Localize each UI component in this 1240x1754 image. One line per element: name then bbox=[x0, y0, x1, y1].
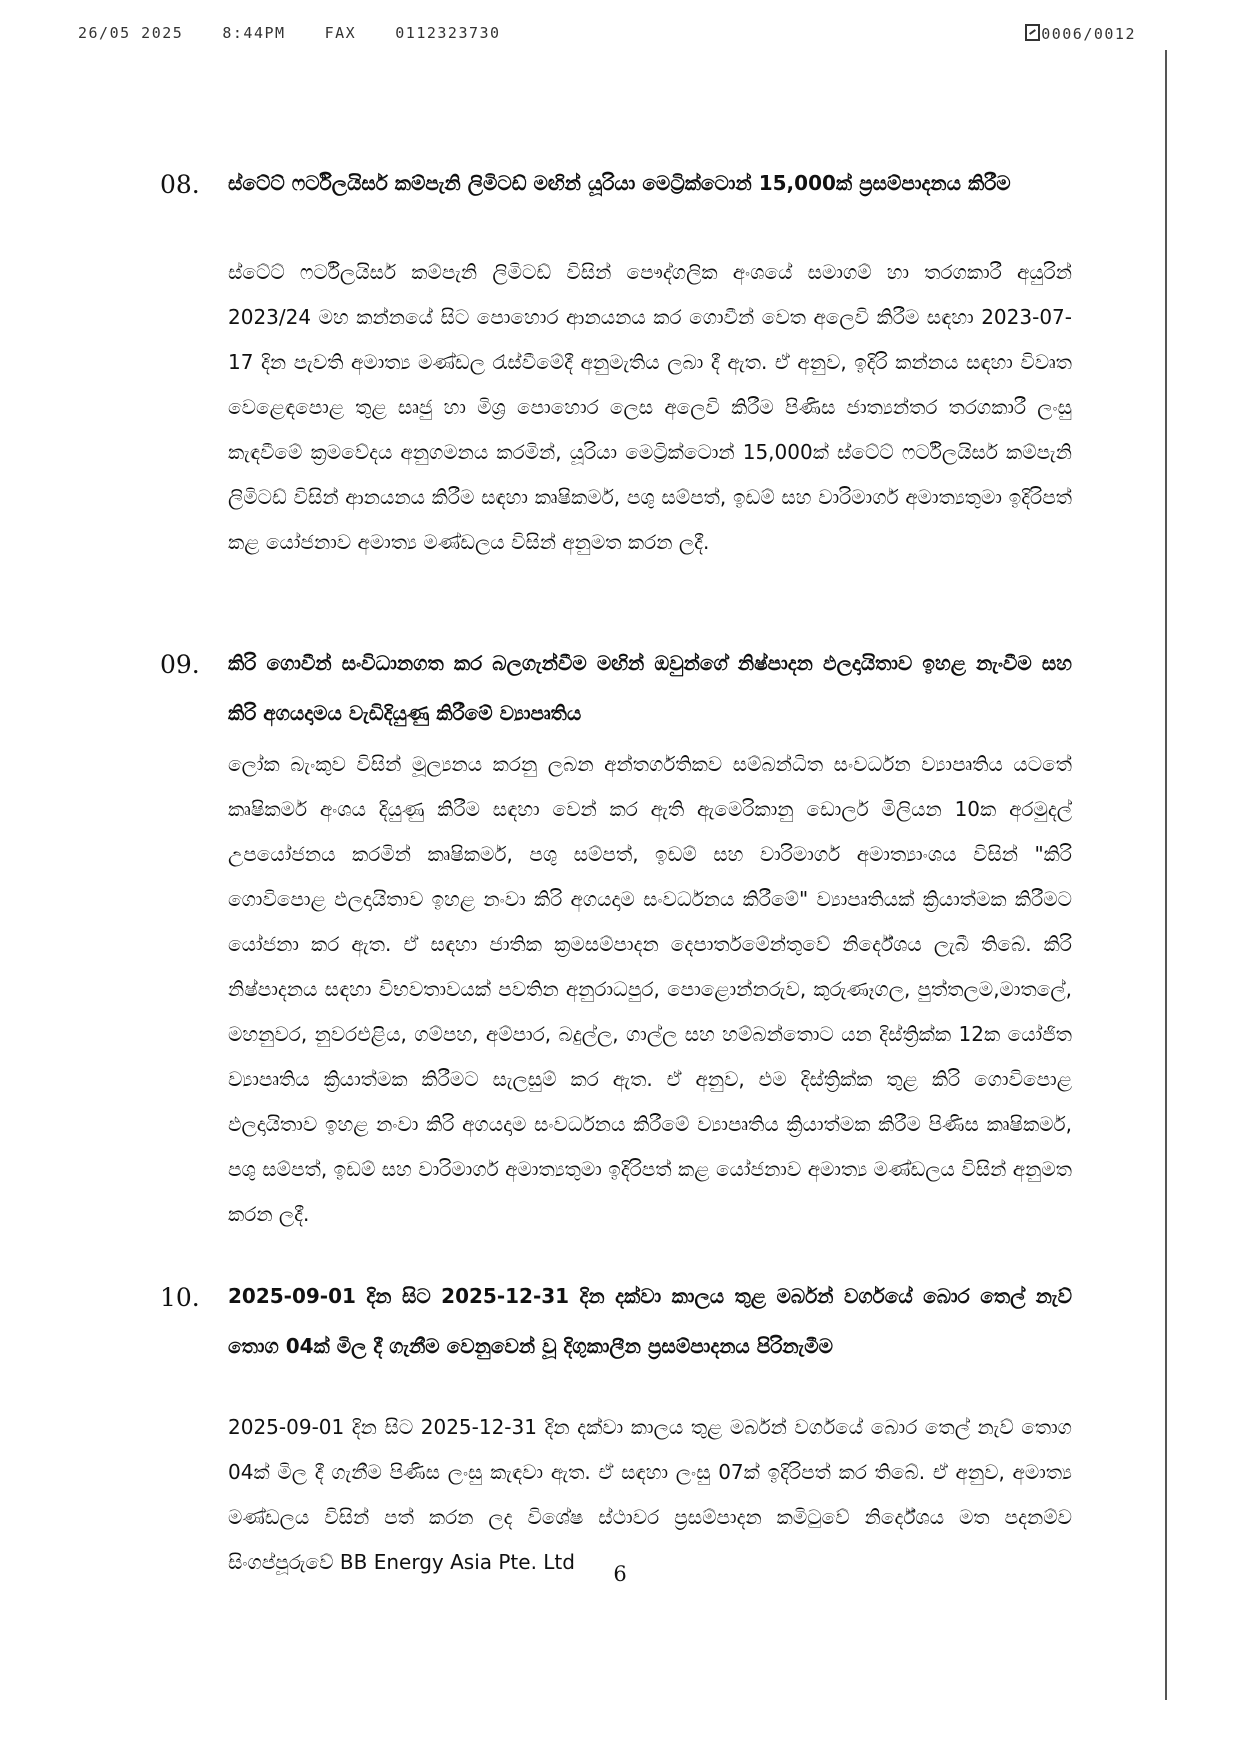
margin-rule bbox=[1165, 50, 1167, 1700]
section-number: 08. bbox=[160, 170, 200, 199]
fax-transmission-header bbox=[78, 24, 1136, 50]
section-body: ලෝක බැංකුව විසින් මූල්‍යනය කරනු ලබන අන්තර්ගතිකව සම්බන්ධිත සංවර්ධන ව්‍යාපෘතිය යටතේ කෘෂිකර්ම අංශය දියුණු කිරීම සඳහා වෙන් කර ඇති ඇමෙරිකානු ඩොලර් මිලියන 10ක අරමුදල් උපයෝජනය කරමින් කෘෂිකර්ම, පශු සම්පත්, ඉඩම් සහ වාරිමාර්ග අමාත්‍යාංශය විසින් "කිරි ගොවිපොළ ඵලදායිතාව ඉහළ නංවා කිරි අගයදාම සංවර්ධනය කිරීමේ" ව්‍යාපෘතියක් ක්‍රියාත්මක කිරීමට යෝජනා කර ඇත. ඒ සඳහා ජාතික ක්‍රමසම්පාදන දෙපාර්තමේන්තුවේ නිර්දේශය ලැබී තිබේ. කිරි නිෂ්පාදනය සඳහා විභවතාවයක් පවතින අනුරාධපුර, පොළොන්නරුව, කුරුණෑගල, පුත්තලම,මාතලේ, මහනුවර, නුවරඑළිය, ගම්පහ, අම්පාර, බදුල්ල, ගාල්ල සහ හම්බන්තොට යන දිස්ත්‍රික්ක 12ක යෝජිත ව්‍යාපෘතිය ක්‍රියාත්මක කිරීමට සැලසුම් කර ඇත. ඒ අනුව, එම දිස්ත්‍රික්ක තුළ කිරි ගොවිපොළ ඵලදායිතාව ඉහළ නංවා කිරි අගයදාම සංවර්ධනය කිරීමේ ව්‍යාපෘතිය ක්‍රියාත්මක කිරීම පිණිස කෘෂිකර්ම, පශු සම්පත්, ඉඩම් සහ වාරිමාර්ග අමාත්‍යතුමා ඉදිරිපත් කළ යෝජනාව අමාත්‍ය මණ්ඩලය විසින් අනුමත කරන ලදී. bbox=[228, 752, 1072, 1226]
fax-label: FAX bbox=[324, 24, 357, 42]
section-number: 09. bbox=[160, 650, 200, 679]
fax-number: 0112323730 bbox=[395, 24, 501, 42]
section-body: ස්ටේට් ෆර්ටිලයිසර් කම්පැනි ලිමිටඩ් විසින් පෞද්ගලික අංශයේ සමාගම් හා තරගකාරී අයුරින් 2023/24 මහ කන්නයේ සිට පොහොර ආනයනය කර ගොවීන් වෙත අලෙවි කිරීම සඳහා 2023-07-17 දින පැවති අමාත්‍ය මණ්ඩල රැස්වීමේදී අනුමැතිය ලබා දී ඇත. ඒ අනුව, ඉදිරි කන්නය සඳහා විවෘත වෙළෙඳපොළ තුළ සෘජු හා මිශ්‍ර පොහොර ලෙස අලෙවි කිරීම පිණිස ජාත්‍යන්තර තරගකාරී ලංසු කැඳවීමේ ක්‍රමවේදය අනුගමනය කරමින්, යූරියා මෙට්‍රික්ටොන් 15,000ක් ස්ටේට් ෆර්ටිලයිසර් කම්පැනි ලිමිටඩ් විසින් ආනයනය කිරීම සඳහා කෘෂිකර්ම, පශු සම්පත්, ඉඩම් සහ වාරිමාර්ග අමාත්‍යතුමා ඉදිරිපත් කළ යෝජනාව අමාත්‍ය මණ්ඩලය විසින් අනුමත කරන ලදී. bbox=[228, 260, 1072, 554]
section-title: 2025-09-01 දින සිට 2025-12-31 දින දක්වා කාලය තුළ මර්බන් වර්ගයේ බොර තෙල් නැව් තොග 04ක් මිල දී ගැනීම වෙනුවෙන් වූ දිගුකාලීන ප්‍රසම්පාදනය පිරිනැමීම bbox=[228, 1284, 1072, 1358]
section-title: ස්ටේට් ෆර්ටිලයිසර් කම්පැනි ලිමිටඩ් මඟින් යූරියා මෙට්‍රික්ටොන් 15,000ක් ප්‍රසම්පාදනය කිරීම bbox=[228, 171, 1011, 195]
page-number: 6 bbox=[613, 1562, 627, 1586]
section-number: 10. bbox=[160, 1283, 200, 1312]
fax-header-right bbox=[1025, 24, 1136, 43]
fax-page-box-icon bbox=[1025, 24, 1040, 41]
fax-header-left bbox=[78, 24, 501, 42]
fax-page-counter: 0006/0012 bbox=[1041, 25, 1136, 43]
section-title: කිරි ගොවීන් සංවිධානගත කර බලගැන්වීම මඟින් ඔවුන්ගේ නිෂ්පාදන ඵලදායිතාව ඉහළ නැංවීම සහ කිරි අගයදාමය වැඩිදියුණු කිරීමේ ව්‍යාපෘතිය bbox=[228, 651, 1072, 725]
fax-date: 26/05 2025 bbox=[78, 24, 184, 42]
section-body: 2025-09-01 දින සිට 2025-12-31 දින දක්වා කාලය තුළ මර්බන් වර්ගයේ බොර තෙල් නැව් තොග 04ක් මිල දී ගැනීම පිණිස ලංසු කැඳවා ඇත. ඒ සඳහා ලංසු 07ක් ඉදිරිපත් කර තිබේ. ඒ අනුව, අමාත්‍ය මණ්ඩලය විසින් පත් කරන ලද විශේෂ ස්ථාවර ප්‍රසම්පාදන කමිටුවේ නිර්දේශය මත පදනම්ව සිංගප්පූරුවේ BB Energy Asia Pte. Ltd bbox=[228, 1415, 1072, 1574]
fax-time: 8:44PM bbox=[222, 24, 286, 42]
